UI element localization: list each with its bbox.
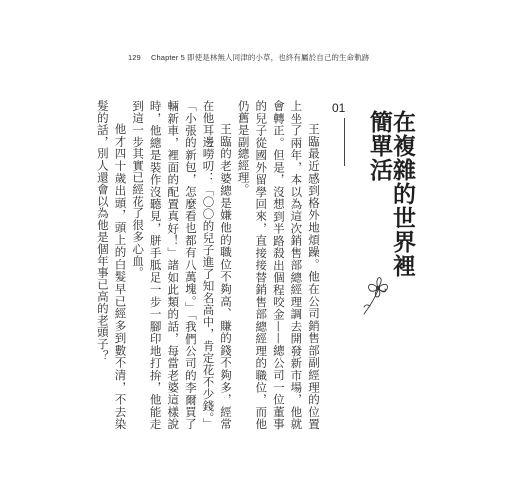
body-paragraph: 王臨最近感到格外地煩躁。他在公司銷售部副經理的位置上坐了兩年，本以為這次銷售部總經理調去開發新市場，他就會轉正。但是，沒想到半路殺出個程咬金——總公司一位董事的兒子從國外留學回來，直接接替銷售部總經理的職位，而他仍舊是副總經理。: [236, 100, 321, 430]
section-title: 在複雜的世界裡簡單活: [366, 110, 416, 278]
section-number: 01: [332, 101, 346, 115]
body-paragraph: 他才四十歲出頭，頭上的白髮早已經多到數不清，不去染髮的話，別人還會以為他是個年事已高的老頭子？: [95, 100, 128, 430]
page-number: 129: [128, 53, 141, 62]
body-text: [93, 100, 322, 430]
body-text-area: [95, 100, 322, 430]
body-paragraph: 王臨的老婆總是嫌他的職位不夠高、賺的錢不夠多，經常在他耳邊嘮叨：「〇〇的兒子進了知名高中，肯定花不少錢。」「小張的新包，怎麼看也都有八萬塊。」「我們公司的李爾買了輛新車，裡面的配置真好！」諸如此類的話，每當老婆這樣說時，他總是裝作沒聽見，胼手胝足一步一腳印地打拚，他能走到這一步其實已經花了很多心血。: [131, 100, 234, 430]
chapter-title: Chapter 5 即使是林無人同津的小草，也終有屬於自己的生命軌跡: [151, 53, 370, 62]
section-divider: [344, 118, 345, 166]
flower-sketch-icon: [358, 268, 398, 316]
running-header: [128, 52, 369, 63]
